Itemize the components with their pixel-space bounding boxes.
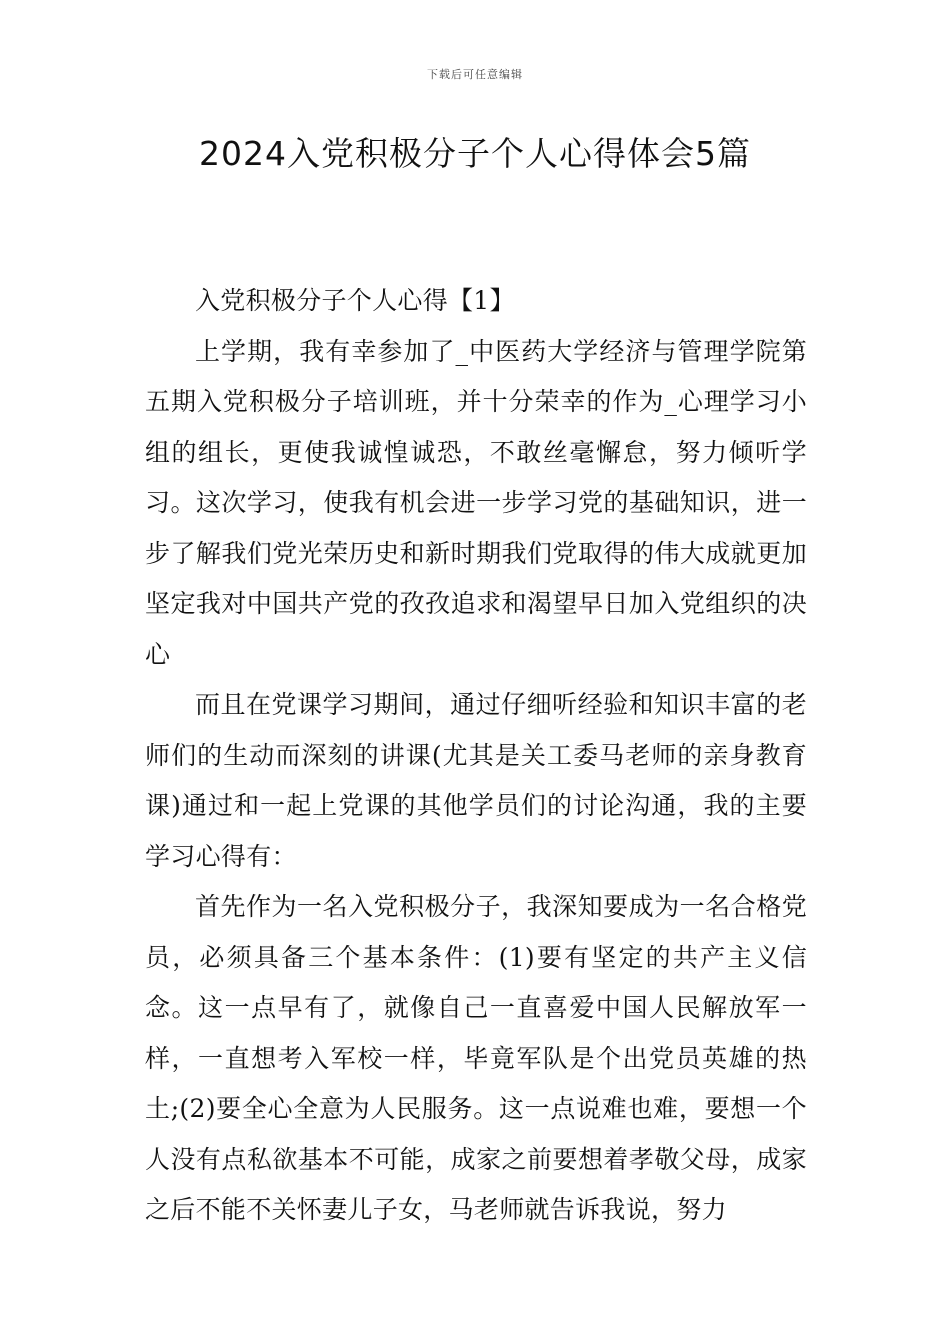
paragraph-2: 而且在党课学习期间，通过仔细听经验和知识丰富的老师们的生动而深刻的讲课(尤其是关工委马老师的亲身教育课)通过和一起上党课的其他学员们的讨论沟通，我的主要学习心得有： — [145, 690, 807, 871]
paragraph-1: 上学期，我有幸参加了_中医药大学经济与管理学院第五期入党积极分子培训班，并十分荣幸的作为_心理学习小组的组长，更使我诚惶诚恐，不敢丝毫懈怠，努力倾听学习。这次学习，使我有机会进一步学习党的基础知识，进一步了解我们党光荣历史和新时期我们党取得的伟大成就更加坚定我对中国共产党的孜孜追求和渴望早日加入党组织的决心 — [145, 336, 807, 669]
document-title: 2024入党积极分子个人心得体会5篇 — [199, 134, 751, 173]
section-heading: 入党积极分子个人心得【1】 — [195, 286, 515, 315]
document-body — [145, 276, 807, 1236]
header-note: 下载后可任意编辑 — [427, 68, 523, 81]
paragraph-3: 首先作为一名入党积极分子，我深知要成为一名合格党员，必须具备三个基本条件：(1)要有坚定的共产主义信念。这一点早有了，就像自己一直喜爱中国人民解放军一样，一直想考入军校一样，毕竟军队是个出党员英雄的热土;(2)要全心全意为人民服务。这一点说难也难，要想一个人没有点私欲基本不可能，成家之前要想着孝敬父母，成家之后不能不关怀妻儿子女，马老师就告诉我说，努力 — [145, 892, 807, 1224]
